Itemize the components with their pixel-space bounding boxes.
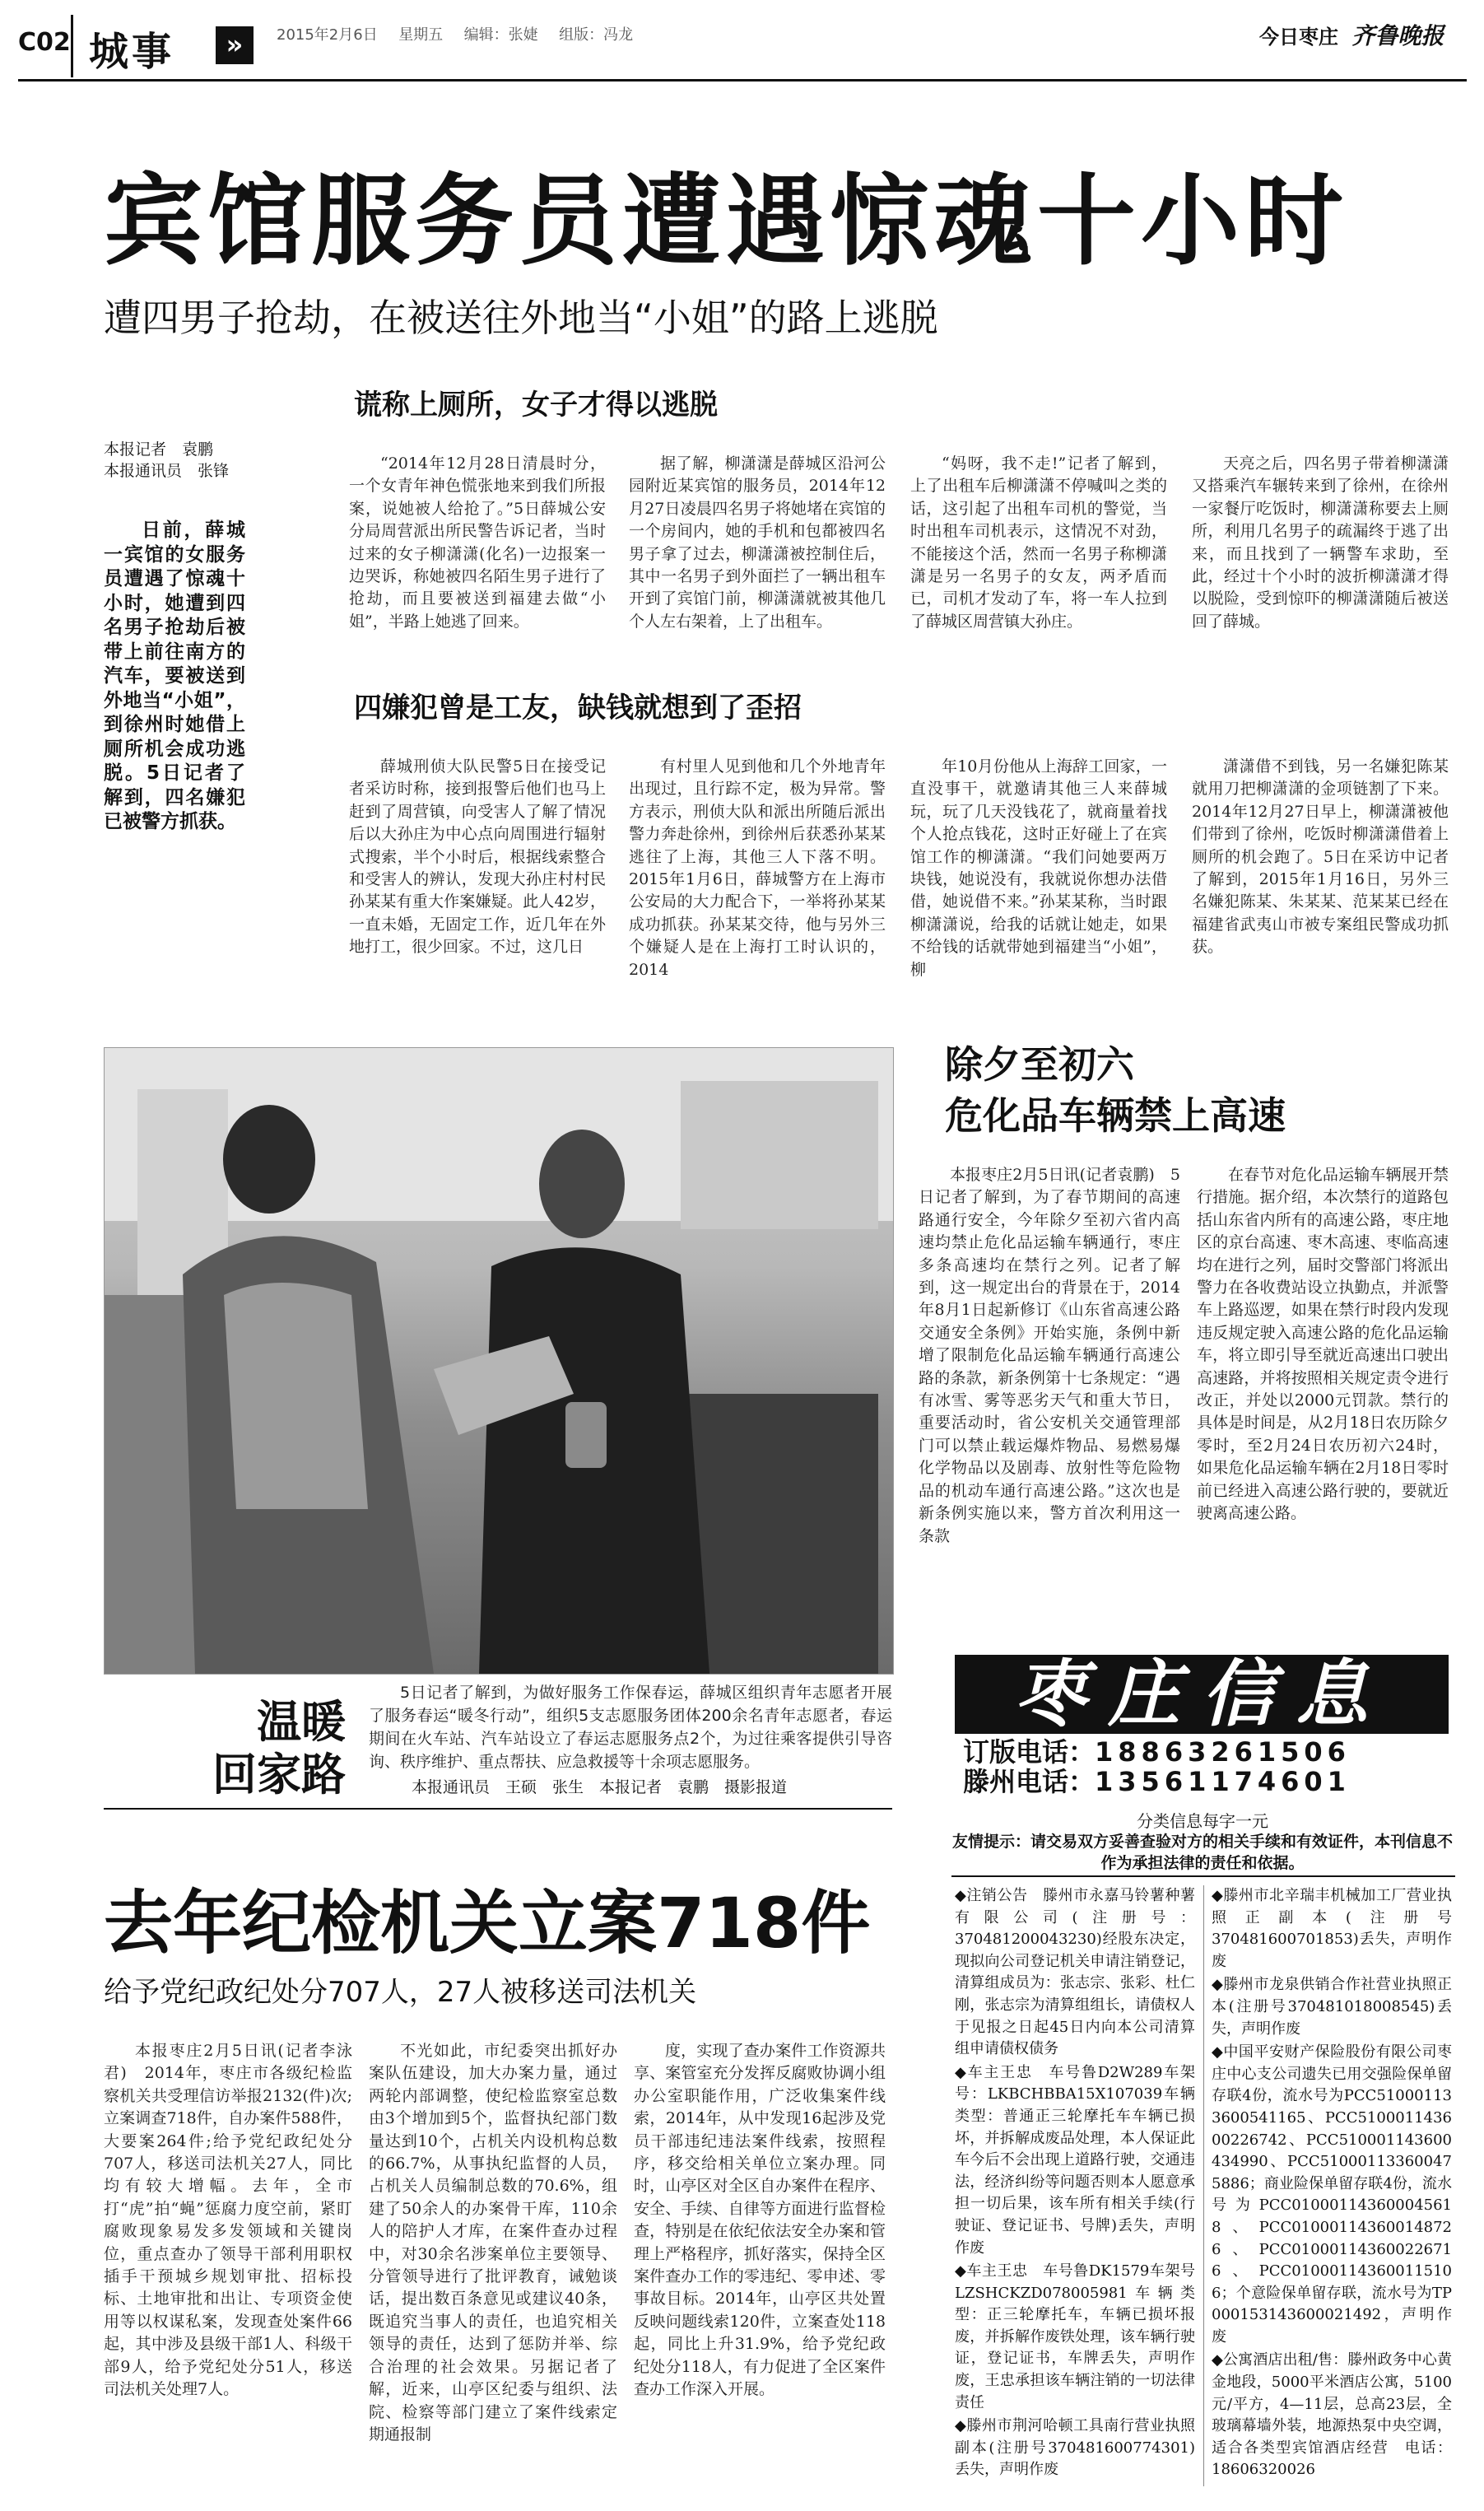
order-phone-label: 订版电话：: [963, 1736, 1096, 1768]
lead-s2-col2: 有村里人见到他和几个外地青年出现过，且行踪不定，极为异常。警方表示，刑侦大队和派出所随后派出警力奔赴徐州，到徐州后获悉孙某某逃往了上海，其他三人下落不明。2015年1月6日，薛城警方在上海市公安局的大力配合下，一举将孙某某成功抓获。孙某某交待，他与另外三个嫌疑人是在上海打工时认识的，2014: [629, 757, 886, 979]
lead-headline: 宾馆服务员遭遇惊魂十小时: [104, 165, 1348, 279]
section-arrow-icon: »: [216, 26, 254, 64]
info-ad-phones: [963, 1737, 1351, 1796]
issue-date: 2015年2月6日: [277, 26, 378, 44]
info-ad-title: 枣庄信息: [955, 1655, 1449, 1734]
lead-subhead-escape: 谎称上厕所，女子才得以逃脱: [354, 389, 718, 422]
lead-s1-col3: “妈呀，我不走!”记者了解到，上了出租车后柳潇潇不停喊叫之类的话，这引起了出租车司机的警觉，当时出租车司机表示，这情况不对劲，不能接这个活，然而一名男子称柳潇潇是另一名男子的女友，两矛盾而已，司机才发动了车，将一车人拉到了薛城区周营镇大孙庄。: [910, 454, 1167, 631]
hazmat-headline-line1: 除夕至初六: [945, 1042, 1134, 1087]
photo-credit: 本报通讯员 王硕 张生 本报记者 袁鹏 摄影报道: [412, 1778, 788, 1796]
photo-illustration: [105, 1048, 893, 1674]
tengzhou-phone-label: 滕州电话：: [963, 1766, 1096, 1797]
lead-summary: 日前，薛城一宾馆的女服务员遭遇了惊魂十小时，她遭到四名男子抢劫后被带上前往南方的汽车，要被送到外地当“小姐”，到徐州时她借上厕所机会成功逃脱。5日记者了解到，四名嫌犯已被警方抓获。: [104, 519, 245, 832]
photo-heading-line1: 温暖: [257, 1696, 346, 1748]
lead-s2-col3: 年10月份他从上海辞工回家，一直没事干，就邀请其他三人来薛城玩，玩了几天没钱花了，就商量着找个人抢点钱花，这时正好碰上了在宾馆工作的柳潇潇。“我们问她要两万块钱，她说没有，我就说你想办法借借，她说借不来。”孙某某称，当时跟柳潇潇说，给我的话就让她走，如果不给钱的话就带她到福建当“小姐”，柳: [910, 757, 1167, 979]
classified-item: ◆车主王忠 车号鲁D2W289车架号：LKBCHBBA15X107039车辆类型：普通正三轮摩托车车辆已损坏，并拆解成废品处理，本人保证此车今后不会出现上道路行驶，交通违法，经济纠纷等问题否则本人愿意承担一切后果，该车所有相关手续(行驶证、登记证书、号牌)丢失，声明作废: [955, 2063, 1195, 2257]
page-code: C02: [18, 28, 71, 57]
lead-s1-col1: “2014年12月28日清晨时分，一个女青年神色慌张地来到我们所报案，说她被人给抢了。”5日薛城公安分局周营派出所民警告诉记者，当时过来的女子柳潇潇(化名)一边报案一边哭诉，称她被四名陌生男子进行了抢劫，而且要被送到福建去做“小姐”，半路上她逃了回来。: [349, 454, 606, 631]
lead-byline: [104, 439, 229, 482]
photo-bottom-rule: [104, 1808, 892, 1810]
header-divider-left: [71, 15, 73, 77]
classified-item: ◆滕州市龙泉供销合作社营业执照正本(注册号370481018008545)丢失，声明作废: [1212, 1976, 1452, 2038]
reporter-credit: 本报记者 袁鹏: [104, 440, 214, 459]
header-rule: [18, 79, 1467, 82]
column-name: 今日枣庄: [1259, 26, 1338, 49]
info-ad-box: [955, 1651, 1449, 1797]
masthead: [1259, 18, 1444, 51]
discipline-col3: 度，实现了查办案件工作资源共享、案管室充分发挥反腐败协调小组办公室职能作用，广泛收集案件线索，2014年，从中发现16起涉及党员干部违纪违法案件线索，按照程序，移交给相关单位立案办理。同时，山亭区对全区自办案件在程序、安全、手续、自律等方面进行监督检查，特别是在依纪依法安全办案和管理上严格程序，抓好落实，保持全区案件查办工作的零违纪、零申述、零事故目标。2014年，山亭区共处置反映问题线索120件，立案查处118起，同比上升31.9%，给予党纪政纪处分118人，有力促进了全区案件查办工作深入开展。: [634, 2042, 886, 2399]
lead-s1-col2: 据了解，柳潇潇是薛城区沿河公园附近某宾馆的服务员，2014年12月27日凌晨四名男子将她堵在宾馆的一个房间内，她的手机和包都被四名男子拿了过去，柳潇潇被控制住后，其中一名男子到外面拦了一辆出租车开到了宾馆门前，柳潇潇就被其他几个人左右架着，上了出租车。: [629, 454, 886, 631]
photo-heading: [107, 1696, 346, 1801]
photo-caption: 5日记者了解到，为做好服务工作保春运，薛城区组织青年志愿者开展了服务春运“暖冬行动”，组织5支志愿服务团体200余名青年志愿者，春运期间在火车站、汽车站设立了春运志愿服务点2个，为过往乘客提供引导咨询、秩序维护、重点帮扶、应急救援等十余项志愿服务。: [369, 1684, 892, 1771]
classified-item: ◆注销公告 滕州市永嘉马铃薯种薯有限公司(注册号：370481200043230)经股东决定，现拟向公司登记机关申请注销登记，清算组成员为：张志宗、张彩、杜仁刚，张志宗为清算组组长，请债权人于见报之日起45日内向本公司清算组申请债权债务: [955, 1887, 1195, 2058]
news-photo: [104, 1047, 894, 1675]
page-editor: 编辑：张婕: [463, 26, 538, 44]
hazmat-headline: [945, 1039, 1286, 1141]
order-phone: 18863261506: [1095, 1736, 1351, 1768]
tengzhou-phone: 13561174601: [1095, 1766, 1351, 1797]
discipline-col1: 本报枣庄2月5日讯(记者李泳君) 2014年，枣庄市各级纪检监察机关共受理信访举报2132(件)次;立案调查718件，自办案件588件，大要案264件;给予党纪政纪处分707人，移送司法机关27人，同比均有较大增幅。去年，全市打“虎”拍“蝇”惩腐力度空前，紧盯腐败现象易发多发领域和关键岗位，重点查办了领导干部利用职权插手干预城乡规划审批、招标投标、土地审批和出让、专项资金使用等以权谋私案，发现查处案件66起，其中涉及县级干部1人、科级干部9人，给予党纪处分51人，移送司法机关处理7人。: [104, 2042, 352, 2399]
discipline-col2: 不光如此，市纪委突出抓好办案队伍建设，加大办案力量，通过两轮内部调整，使纪检监察室总数由3个增加到5个，监督执纪部门数量达到10个，占机关内设机构总数的66.7%，从事执纪监督的人员，占机关人员编制总数的70.6%，组建了50余人的办案骨干库，110余人的陪护人才库，在案件查办过程中，对30余名涉案单位主要领导、分管领导进行了批评教育，诫勉谈话，提出数百条意见或建议40条，既追究当事人的责任，也追究相关领导的责任，达到了惩防并举、综合治理的社会效果。另据记者了解，近来，山亭区纪委与组织、法院、检察等部门建立了案件线索定期通报制: [369, 2042, 617, 2443]
info-ad-price: 分类信息每字一元: [1137, 1811, 1268, 1831]
info-ad-tip: 友情提示：请交易双方妥善查验对方的相关手续和有效证件，本刊信息不作为承担法律的责任和依据。: [951, 1833, 1453, 1872]
discipline-headline: 去年纪检机关立案718件: [104, 1883, 871, 1964]
correspondent-credit: 本报通讯员 张锋: [104, 462, 230, 480]
paper-logo: 齐鲁晚报: [1351, 22, 1444, 49]
classified-item: ◆滕州市北辛瑞丰机械加工厂营业执照正副本(注册号370481600701853)丢失，声明作废: [1212, 1887, 1452, 1970]
lead-s2-col1: 薛城刑侦大队民警5日在接受记者采访时称，接到报警后他们也马上赶到了周营镇，向受害人了解了情况后以大孙庄为中心点向周围进行辐射式搜索，半个小时后，根据线索整合和受害人的辨认，发现大孙庄村村民孙某某有重大作案嫌疑。此人42岁，一直未婚，无固定工作，近几年在外地打工，很少回家。不过，这几日: [349, 757, 606, 957]
classifieds-col1: [955, 1885, 1195, 2491]
lead-s2-col4: 潇潇借不到钱，另一名嫌犯陈某就用刀把柳潇潇的金项链割了下来。2014年12月27日早上，柳潇潇被他们带到了徐州，吃饭时柳潇潇借着上厕所的机会跑了。5日在采访中记者了解到，2015年1月16日，另外三名嫌犯陈某、朱某某、范某某已经在福建省武夷山市被专案组民警成功抓获。: [1192, 757, 1449, 957]
hazmat-headline-line2: 危化品车辆禁上高速: [945, 1093, 1286, 1138]
classifieds-col2: [1212, 1885, 1452, 2491]
classified-item: ◆车主王忠 车号鲁DK1579车架号LZSHCKZD078005981车辆类型：正三轮摩托车，车辆已损坏报废，并拆解作废铁处理，该车辆行驶证，登记证书，车牌丢失，声明作废，王忠承担该车辆注销的一切法律责任: [955, 2262, 1195, 2411]
lead-subheadline: 遭四男子抢劫，在被送往外地当“小姐”的路上逃脱: [104, 296, 938, 340]
classified-item: ◆中国平安财产保险股份有限公司枣庄中心支公司遗失已用交强险保单留存联4份，流水号为PCC510001133600541165、PCC510001143600226742、PCC510001143600434990、PCC510001133600475886；商业险保单留存联4份，流水号为PCC010001143600045618、PCC010001143600148726、PCC010001143600226716、PCC010001143600115106；个意险保单留存联，流水号为TP0001531436000​21492，声明作废: [1212, 2043, 1452, 2346]
hazmat-col2: 在春节对危化品运输车辆展开禁行措施。据介绍，本次禁行的道路包括山东省内所有的高速公路，枣庄地区的京台高速、枣木高速、枣临高速均在进行之列，届时交警部门将派出警力在各收费站设立执勤点，并派警车上路巡逻，如果在禁行时段内发现违反规定驶入高速公路的危化品运输车，将立即引导至就近高速出口驶出高速路，并将按照相关规定责令进行改正，并处以2000元罚款。禁行的具体是时间是，从2月18日农历除夕零时，至2月24日农历初六24时，如果危化品运输车辆在2月18日零时前已经进入高速公路行驶的，要就近驶离高速公路。: [1197, 1166, 1449, 1523]
lead-subhead-suspects: 四嫌犯曾是工友，缺钱就想到了歪招: [354, 692, 802, 724]
page-layout-credit: 组版：冯龙: [559, 26, 634, 44]
classified-item: ◆公寓酒店出租/售：滕州政务中心黄金地段，5000平米酒店公寓，5100元/平方，4—11层，总高23层，全玻璃幕墙外装，地源热泵中央空调，适合各类型宾馆酒店经营 电话：18606320026: [1212, 2351, 1452, 2479]
header-meta: [277, 23, 633, 44]
photo-heading-line2: 回家路: [212, 1749, 346, 1801]
classified-item: ◆滕州市荆河哈顿工具南行营业执照副本(注册号370481600774301)丢失，声明作废: [955, 2417, 1195, 2479]
discipline-subheadline: 给予党纪政纪处分707人，27人被移送司法机关: [104, 1976, 697, 2009]
section-name: 城事: [89, 29, 175, 75]
hazmat-col1: 本报枣庄2月5日讯(记者袁鹏) 5日记者了解到，为了春节期间的高速路通行安全，今年除夕至初六省内高速均禁止危化品运输车辆通行，枣庄多条高速均在禁行之列。记者了解到，这一规定出台的背景在于，2014年8月1日起新修订《山东省高速公路交通安全条例》开始实施，条例中新增了限制危化品运输车辆通行高速公路的条款，新条例第十七条规定：“遇有冰雪、雾等恶劣天气和重大节日，重要活动时，省公安机关交通管理部门可以禁止载运爆炸物品、易燃易爆化学物品以及剧毒、放射性等危险物品的机动车通行高速公路。”这次也是新条例实施以来，警方首次利用这一条款: [919, 1166, 1180, 1545]
issue-weekday: 星期五: [398, 26, 444, 44]
classifieds-divider: [1203, 1885, 1204, 2486]
lead-s1-col4: 天亮之后，四名男子带着柳潇潇又搭乘汽车辗转来到了徐州，在徐州一家餐厅吃饭时，柳潇潇称要去上厕所，利用几名男子的疏漏终于逃了出来，而且找到了一辆警车求助，至此，经过十个小时的波折柳潇潇才得以脱险，受到惊吓的柳潇潇随后被送回了薛城。: [1192, 454, 1449, 631]
classifieds-top-rule: [951, 1875, 1455, 1877]
